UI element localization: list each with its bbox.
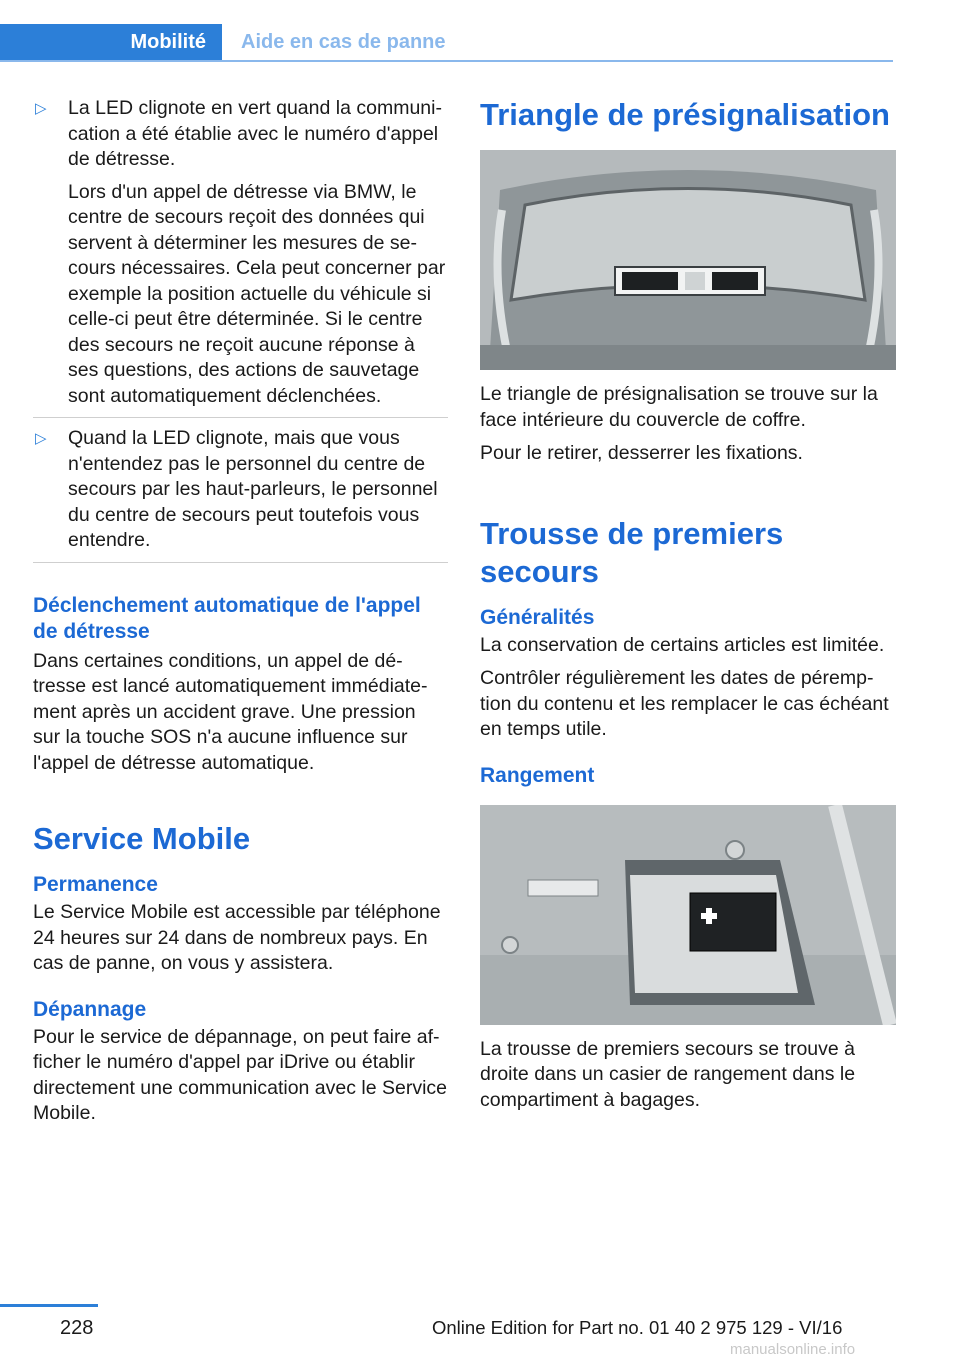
paragraph: Quand la LED clignote, mais que vous n'entendez pas le personnel du centre de secours par les haut-parleurs, le personnel du centre de secours peut toutefois vous entendre. bbox=[68, 427, 438, 551]
heading-rangement: Rangement bbox=[480, 763, 595, 787]
paragraph: Contrôler régulièrement les dates de péremption du contenu et les remplacer le cas échéant en temps utile. bbox=[480, 667, 889, 740]
right-column bbox=[480, 96, 896, 1121]
paragraph: Dans certaines conditions, un appel de détresse est lancé automatiquement immédiatement après un accident grave. Une pression sur la touche SOS n'a aucune influence sur l'appel de détresse automatique. bbox=[33, 649, 428, 774]
heading-generalites: Généralités bbox=[480, 605, 595, 629]
tab-aide-en-cas-de-panne[interactable]: Aide en cas de panne bbox=[241, 30, 446, 53]
left-column bbox=[33, 96, 448, 1135]
paragraph: La trousse de premiers secours se trouve à droite dans un casier de rangement dans le compartiment à bagages. bbox=[480, 1037, 856, 1111]
watermark: manualsonline.info bbox=[730, 1341, 856, 1358]
heading-permanence: Permanence bbox=[33, 873, 158, 896]
edition-info: Online Edition for Part no. 01 40 2 975 129 - VI/16 bbox=[432, 1317, 843, 1338]
paragraph: La conservation de certains articles est limitée. bbox=[480, 633, 885, 656]
list-item bbox=[33, 96, 448, 418]
heading-triangle: Triangle de présignalisation bbox=[480, 97, 890, 132]
header-divider bbox=[0, 60, 893, 62]
heading-automatic-call: Déclenchement automatique de l'appel de détresse bbox=[33, 593, 421, 643]
triangle-bullet-icon: ▷ bbox=[35, 430, 47, 447]
heading-trousse: Trousse de premiers secours bbox=[480, 515, 784, 589]
paragraph: Pour le retirer, desserrer les fixations. bbox=[480, 442, 803, 464]
paragraph: La LED clignote en vert quand la communication a été établie avec le numéro d'appel de détresse. bbox=[68, 97, 442, 170]
paragraph: Le triangle de présignalisation se trouve sur la face intérieure du couvercle de coffre. bbox=[480, 383, 878, 431]
paragraph: Le Service Mobile est accessible par téléphone 24 heures sur 24 dans de nombreux pays. En cas de panne, on vous y assistera. bbox=[33, 901, 441, 974]
triangle-bullet-icon: ▷ bbox=[35, 100, 47, 117]
paragraph: Lors d'un appel de détresse via BMW, le centre de secours reçoit des données qui servent à déterminer les mesures de secours nécessaires. Cela peut concerner par exemple la position actuelle du véhicule si celle-ci peut être déterminée. Si le centre des secours ne reçoit aucune réponse à ses questions, des actions de sauvetage sont automatiquement déclenchées. bbox=[68, 180, 446, 407]
trunk-lid-image bbox=[480, 150, 896, 370]
heading-service-mobile: Service Mobile bbox=[33, 821, 251, 856]
page-number: 228 bbox=[60, 1317, 94, 1339]
chapter-header bbox=[0, 24, 893, 62]
footer-accent-line bbox=[0, 1304, 98, 1307]
paragraph: Pour le service de dépannage, on peut faire afficher le numéro d'appel par iDrive ou établir directement une communication avec le Service Mobile. bbox=[33, 1025, 448, 1124]
first-aid-kit-image bbox=[480, 805, 896, 1025]
heading-depannage: Dépannage bbox=[33, 997, 147, 1021]
tab-mobilite[interactable]: Mobilité bbox=[0, 24, 222, 60]
list-item bbox=[33, 426, 448, 563]
